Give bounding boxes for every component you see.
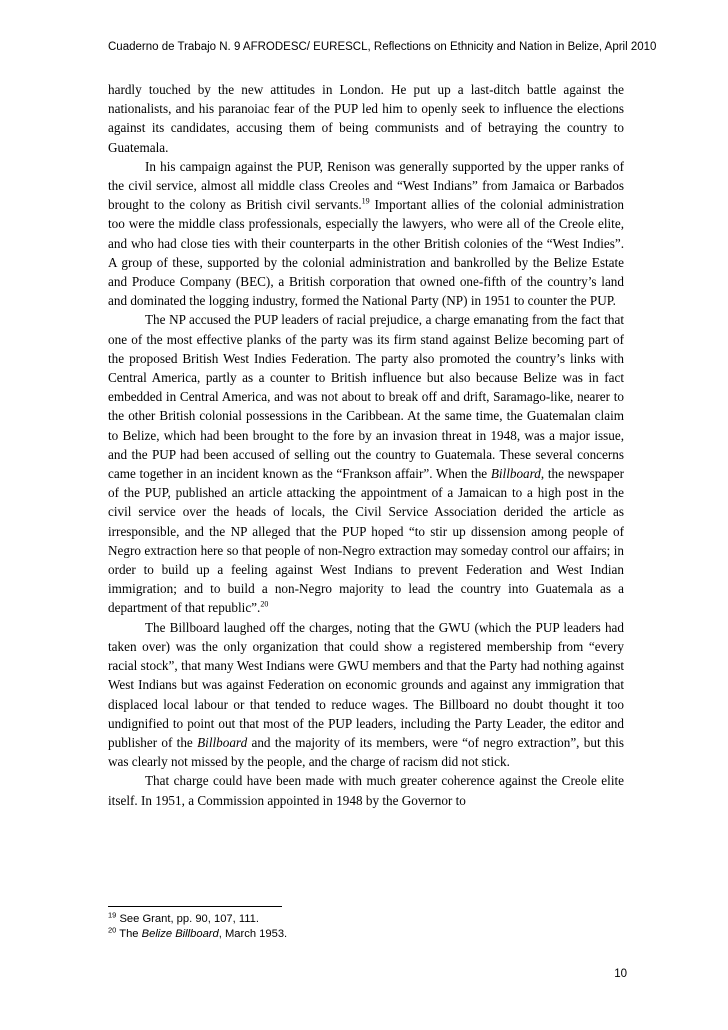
paragraph-4 bbox=[108, 618, 624, 772]
paragraph-1 bbox=[108, 80, 624, 157]
paragraph-3-text-a: The NP accused the PUP leaders of racial prejudice, a charge emanating from the fact that one of the most effective planks of the party was its firm stand against Belize becoming part of the proposed British West Indies Federation. The party also promoted the country’s links with Central America, partly as a counter to British influence but also because Belize was in fact embedded in Central America, and was not about to break off and drift, Saramago-like, nearer to the other British colonial possessions in the Caribbean. At the same time, the Guatemalan claim to Belize, which had been brought to the fore by an invasion threat in 1948, was a major issue, and the PUP had been accused of selling out the country to Guatemala. These several concerns came together in an incident known as the “Frankson affair”. When the bbox=[108, 312, 624, 482]
page-number: 10 bbox=[614, 968, 627, 980]
footnote-20-italic: Belize Billboard bbox=[141, 928, 219, 940]
paragraph-3-text-b: , the newspaper of the PUP, published an article attacking the appointment of a Jamaican to a high post in the civil service over the heads of locals, the Civil Service Association derided the article as irresponsible, and the NP alleged that the PUP hoped “to stir up dissension among people of Negro extraction here so that people of non-Negro extraction may someday control our affairs; in order to build up a feeling against West Indians to prevent Federation and West Indian immigration; and to build a non-Negro majority to lead the country into Guatemala as a department of that republic”. bbox=[108, 466, 624, 616]
running-header: Cuaderno de Trabajo N. 9 AFRODESC/ EURESCL, Reflections on Ethnicity and Nation in Belize, April 2010 bbox=[108, 41, 657, 53]
footnotes bbox=[108, 912, 624, 942]
paragraph-3-italic-billboard: Billboard bbox=[490, 466, 541, 482]
paragraph-3 bbox=[108, 310, 624, 617]
paragraph-2-text-a: In his campaign against the PUP, Renison was generally supported by the upper ranks of the civil service, almost all middle class Creoles and “West Indians” from Jamaica or Barbados brought to the colony as British civil servants. bbox=[108, 158, 624, 213]
paragraph-5-text: That charge could have been made with much greater coherence against the Creole elite itself. In 1951, a Commission appointed in 1948 by the Governor to bbox=[108, 773, 624, 808]
footnote-ref-19: 19 bbox=[361, 196, 370, 206]
footnote-20 bbox=[108, 927, 624, 942]
paragraph-1-text: hardly touched by the new attitudes in London. He put up a last-ditch battle against the nationalists, and his paranoiac fear of the PUP led him to openly seek to influence the elections against its candidates, accusing them of being communists and of betraying the country to Guatemala. bbox=[108, 82, 624, 155]
footnote-separator bbox=[108, 906, 282, 907]
paragraph-5 bbox=[108, 771, 624, 809]
footnote-ref-20: 20 bbox=[260, 600, 269, 610]
footnote-19 bbox=[108, 912, 624, 927]
footnote-20-pre: The bbox=[116, 928, 142, 940]
paragraph-4-text-a: The Billboard laughed off the charges, noting that the GWU (which the PUP leaders had taken over) was the only organization that could show a registered membership from “every racial stock”, that many West Indians were GWU members and that the Party had nothing against West Indians but was against Federation on economic grounds and against any immigration that displaced local labour or that tended to reduce wages. The Billboard no doubt thought it too undignified to point out that most of the PUP leaders, including the Party Leader, the editor and publisher of the bbox=[108, 619, 624, 750]
footnote-20-number: 20 bbox=[108, 925, 117, 935]
body-text bbox=[108, 80, 624, 810]
paragraph-2-text-b: Important allies of the colonial administration too were the middle class professionals, especially the lawyers, who were all of the Creole elite, and who had close ties with their counterparts in the other British colonies of the “West Indies”. A group of these, supported by the colonial administration and bankrolled by the Belize Estate and Produce Company (BEC), a British corporation that owned one-fifth of the country’s land and dominated the logging industry, formed the National Party (NP) in 1951 to counter the PUP. bbox=[108, 197, 625, 309]
footnote-20-post: , March 1953. bbox=[218, 928, 288, 940]
paragraph-4-italic-billboard: Billboard bbox=[197, 734, 248, 750]
paragraph-4-text-b: and the majority of its members, were “of negro extraction”, but this was clearly not missed by the people, and the charge of racism did not stick. bbox=[108, 734, 624, 770]
paragraph-2 bbox=[108, 157, 624, 311]
footnote-19-text: See Grant, pp. 90, 107, 111. bbox=[116, 913, 259, 925]
footnote-19-number: 19 bbox=[108, 910, 117, 920]
